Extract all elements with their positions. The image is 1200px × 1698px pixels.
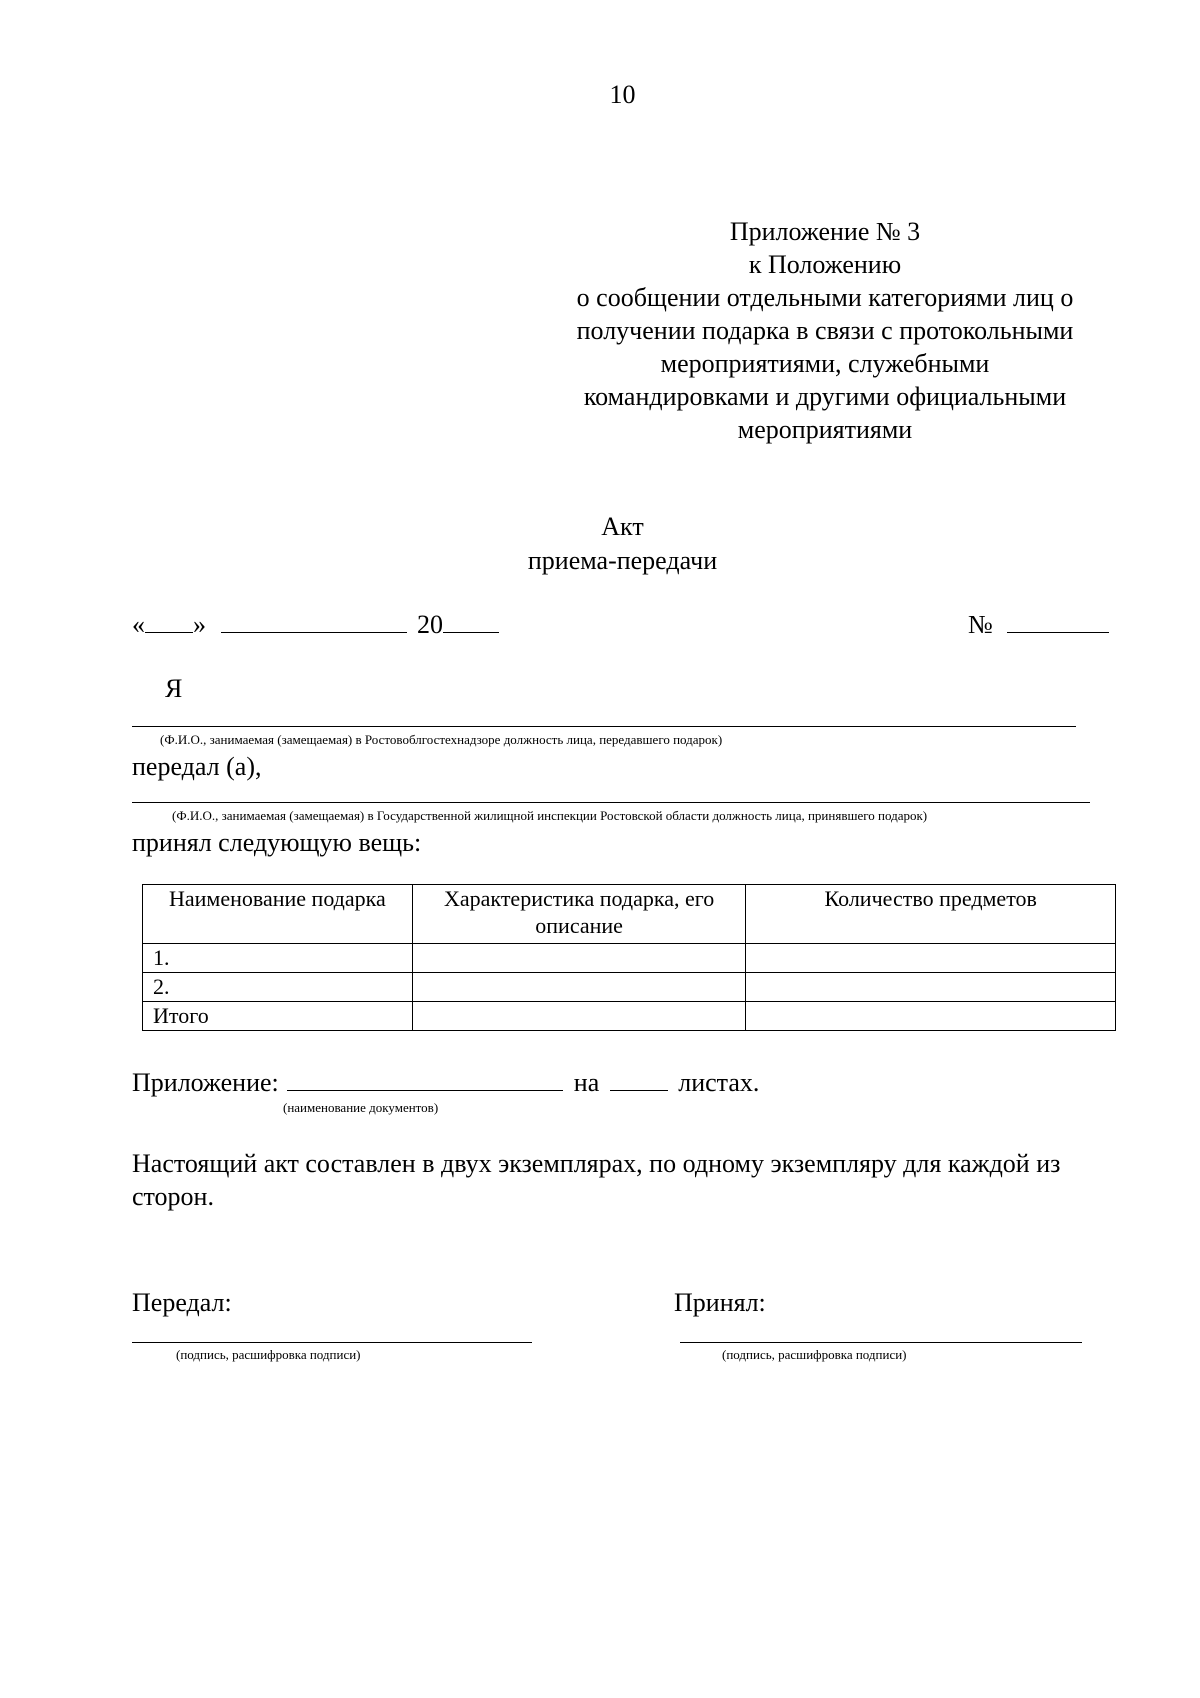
appendix-line: получении подарка в связи с протокольными [576,316,1074,345]
giver-signature-line[interactable] [132,1342,532,1343]
appendix-line: Приложение № 3 [729,217,921,246]
appendix-line: о сообщении отдельными категориями лиц о [576,283,1074,312]
act-number-row [968,610,1109,640]
gift-table [142,884,1116,1031]
giver-signature-label: Передал: [132,1288,232,1317]
attachment-documents-field[interactable] [287,1068,563,1091]
receiver-caption: (Ф.И.О., занимаемая (замещаемая) в Государственной жилищной инспекции Ростовской области должность лица, принявшего подарок) [172,808,928,823]
transferred-text: передал (а), [132,752,262,781]
page-number: 10 [609,80,636,109]
receiver-signature-caption: (подпись, расшифровка подписи) [722,1347,907,1362]
appendix-line: мероприятиями [737,415,913,444]
table-cell[interactable] [746,944,1116,973]
table-header-row [143,885,1116,944]
day-field[interactable] [145,610,193,633]
giver-field-line[interactable] [132,726,1076,727]
giver-caption: (Ф.И.О., занимаемая (замещаемая) в Ростовоблгостехнадзоре должность лица, передавшего подарок) [160,732,723,747]
appendix-line: командировками и другими официальными [583,382,1067,411]
final-statement: Настоящий акт составлен в двух экземплярах, по одному экземпляру для каждой из сторон. [132,1149,1061,1211]
act-subtitle-text: приема-передачи [527,546,718,575]
header-gift-name: Наименование подарка [143,885,413,944]
table-cell[interactable] [746,1002,1116,1031]
header-gift-description: Характеристика подарка, его описание [412,885,746,944]
appendix-header [540,215,1110,446]
act-title-text: Акт [601,512,644,541]
receiver-field-line[interactable] [132,802,1090,803]
table-cell: Итого [143,1002,413,1031]
table-cell[interactable] [412,1002,746,1031]
appendix-line: к Положению [748,250,902,279]
table-cell: 1. [143,944,413,973]
appendix-line: мероприятиями, служебными [660,349,990,378]
year-prefix: 20 [417,610,443,639]
table-cell: 2. [143,973,413,1002]
act-number-field[interactable] [1007,610,1109,633]
header-item-count: Количество предметов [746,885,1116,944]
accepted-text: принял следующую вещь: [132,828,422,857]
table-row [143,944,1116,973]
attachment-row [132,1068,759,1098]
open-quote: « [132,610,145,639]
attachment-caption: (наименование документов) [283,1100,439,1115]
giver-signature-caption: (подпись, расшифровка подписи) [176,1347,361,1362]
attachment-sheets-field[interactable] [610,1068,668,1091]
receiver-signature-line[interactable] [680,1342,1082,1343]
table-row [143,973,1116,1002]
close-quote: » [193,610,206,639]
table-row [143,1002,1116,1031]
number-sign: № [968,610,993,639]
attachment-on: на [573,1068,600,1097]
pronoun-ya: Я [165,674,183,703]
attachment-sheets: листах. [678,1068,760,1097]
table-cell[interactable] [746,973,1116,1002]
table-cell[interactable] [412,944,746,973]
month-field[interactable] [221,610,407,633]
date-row [132,610,499,640]
year-field[interactable] [443,610,499,633]
table-cell[interactable] [412,973,746,1002]
attachment-label: Приложение: [132,1068,279,1097]
act-title [0,510,1200,578]
receiver-signature-label: Принял: [674,1288,766,1317]
